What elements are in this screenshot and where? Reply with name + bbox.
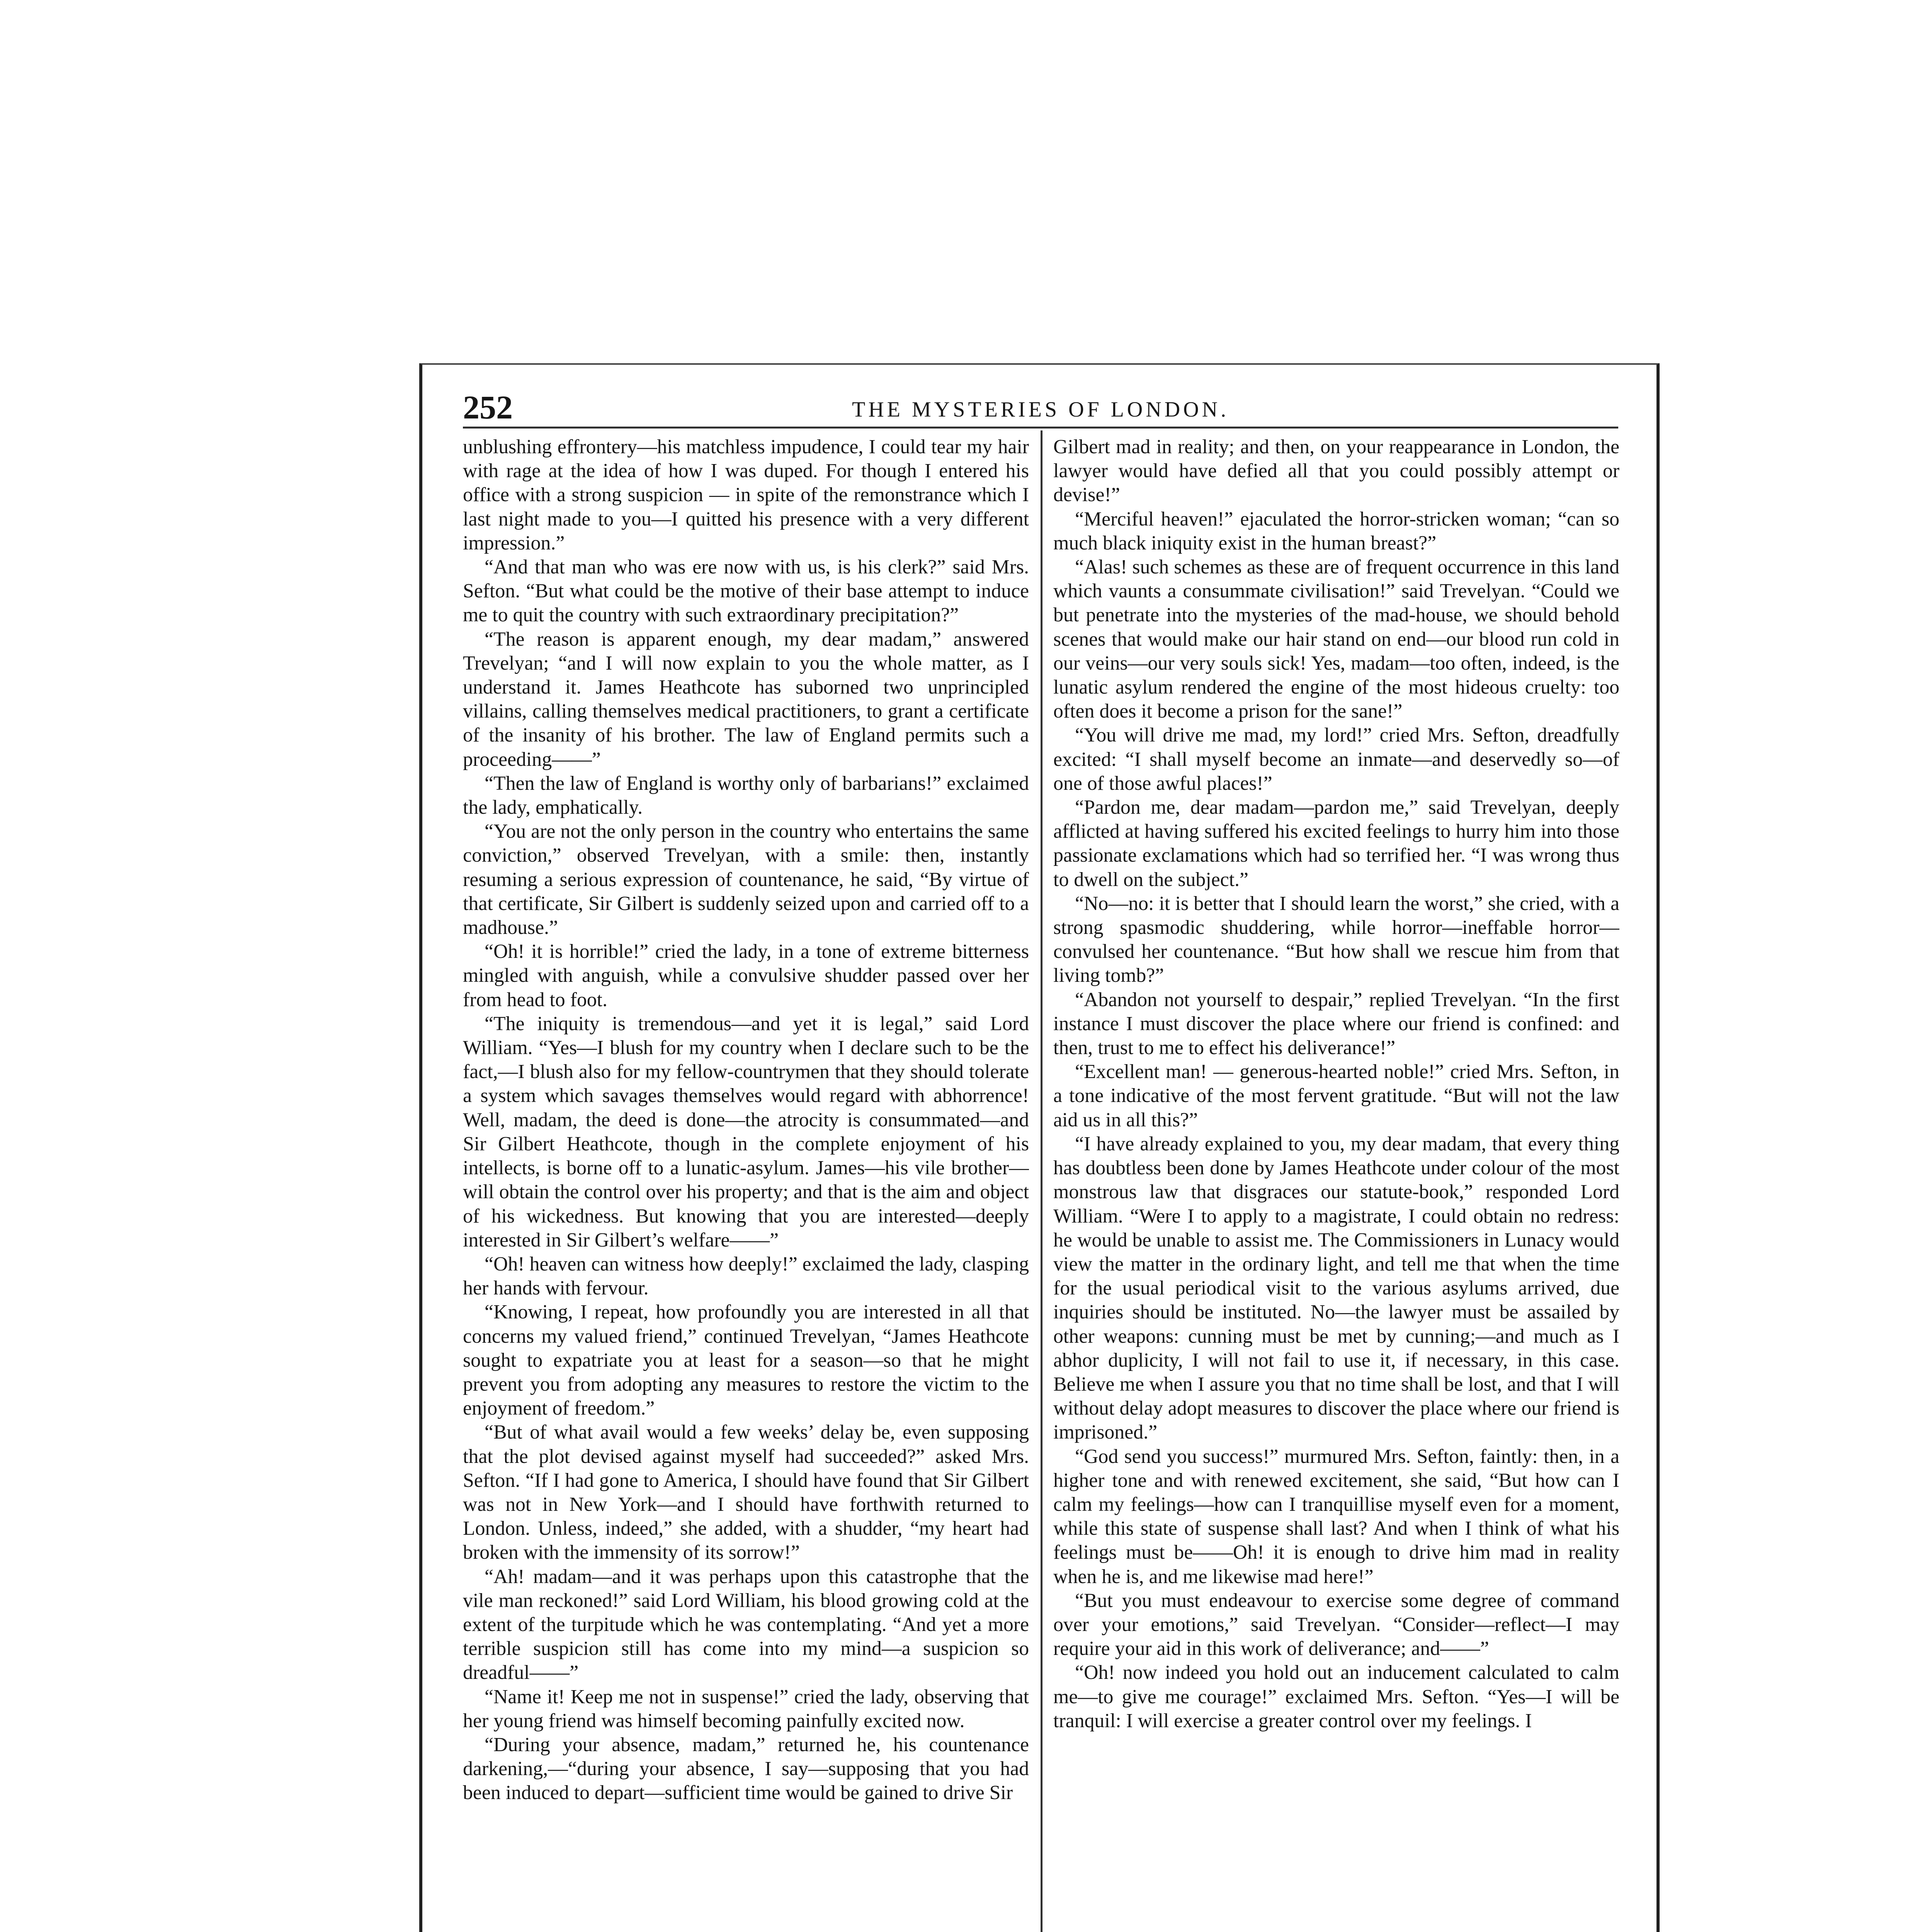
paragraph: “Oh! it is horrible!” cried the lady, in a tone of extreme bitterness mingled with anguish, while a convulsive shudder passed over her from head to foot. — [463, 940, 1029, 1011]
paragraph: Gilbert mad in reality; and then, on your reappearance in London, the lawyer would have defied all that you could possibly attempt or devise!” — [1053, 436, 1619, 506]
paragraph: “But you must endeavour to exercise some degree of command over your emotions,” said Trevelyan. “Consider—reflect—I may require your aid in this work of deliverance; and——” — [1053, 1589, 1619, 1660]
paragraph: “And that man who was ere now with us, is his clerk?” said Mrs. Sefton. “But what could be the motive of their base attempt to induce me to quit the country with such extraordinary precipitation?” — [463, 556, 1029, 626]
running-head: THE MYSTERIES OF LONDON. — [852, 398, 1229, 422]
paragraph: “Pardon me, dear madam—pardon me,” said Trevelyan, deeply afflicted at having suffered his excited feelings to hurry him into those passionate exclamations which had so terrified her. “I was wrong thus to dwell on the subject.” — [1053, 796, 1619, 891]
paragraph: “Knowing, I repeat, how profoundly you are interested in all that concerns my valued friend,” continued Trevelyan, “James Heathcote sought to expatriate you at least for a season—so that he might prevent you from adopting any measures to restore the victim to the enjoyment of freedom.” — [463, 1301, 1029, 1420]
paragraph: “God send you success!” murmured Mrs. Sefton, faintly: then, in a higher tone and with renewed excitement, she said, “But how can I calm my feelings—how can I tranquillise myself even for a moment, while this state of suspense shall last? And when I think of what his feelings must be——Oh! it is enough to drive him mad in reality when he is, and me likewise mad here!” — [1053, 1445, 1619, 1588]
paragraph: “Merciful heaven!” ejaculated the horror-stricken woman; “can so much black iniquity exist in the human breast?” — [1053, 508, 1619, 554]
paragraph: “Oh! now indeed you hold out an inducement calculated to calm me—to give me courage!” exclaimed Mrs. Sefton. “Yes—I will be tranquil: I will exercise a greater control over my feelings. I — [1053, 1662, 1619, 1732]
paragraph: unblushing effrontery—his matchless impudence, I could tear my hair with rage at the idea of how I was duped. For though I entered his office with a strong suspicion — in spite of the remonstrance which I last night made to you—I quitted his presence with a very different impression.” — [463, 436, 1029, 554]
paragraph: “Name it! Keep me not in suspense!” cried the lady, observing that her young friend was himself becoming painfully excited now. — [463, 1685, 1029, 1732]
column-divider — [1041, 430, 1043, 1932]
paragraph: “The iniquity is tremendous—and yet it is legal,” said Lord William. “Yes—I blush for my country when I declare such to be the fact,—I blush also for my fellow-countrymen that they should tolerate a system which savages themselves would regard with abhorrence! Well, madam, the deed is done—the atrocity is consummated—and Sir Gilbert Heathcote, though in the complete enjoyment of his intellects, is borne off to a lunatic-asylum. James—his vile brother—will obtain the control over his property; and that is the aim and object of his wickedness. But knowing that you are interested—deeply interested in Sir Gilbert’s welfare——” — [463, 1012, 1029, 1251]
paragraph: “Oh! heaven can witness how deeply!” exclaimed the lady, clasping her hands with fervour. — [463, 1253, 1029, 1299]
paragraph: “Ah! madam—and it was perhaps upon this catastrophe that the vile man reckoned!” said Lord William, his blood growing cold at the extent of the turpitude which he was contemplating. “And yet a more terrible suspicion still has come into my mind—a suspicion so dreadful——” — [463, 1565, 1029, 1684]
page-header — [463, 388, 1618, 430]
paragraph: “You are not the only person in the country who entertains the same conviction,” observed Trevelyan, with a smile: then, instantly resuming a serious expression of countenance, he said, “By virtue of that certificate, Sir Gilbert is suddenly seized upon and carried off to a madhouse.” — [463, 820, 1029, 939]
paragraph: “Then the law of England is worthy only of barbarians!” exclaimed the lady, emphatically. — [463, 772, 1029, 819]
right-column — [1053, 435, 1619, 1932]
page-number: 252 — [463, 389, 513, 426]
header-rule — [463, 427, 1618, 429]
paragraph: “Abandon not yourself to despair,” replied Trevelyan. “In the first instance I must discover the place where our friend is confined: and then, trust to me to effect his deliverance!” — [1053, 988, 1619, 1059]
paragraph: “No—no: it is better that I should learn the worst,” she cried, with a strong spasmodic shuddering, while horror—ineffable horror—convulsed her countenance. “But how shall we rescue him from that living tomb?” — [1053, 892, 1619, 987]
paragraph: “The reason is apparent enough, my dear madam,” answered Trevelyan; “and I will now explain to you the whole matter, as I understand it. James Heathcote has suborned two unprincipled villains, calling themselves medical practitioners, to grant a certificate of the insanity of his brother. The law of England permits such a proceeding——” — [463, 628, 1029, 770]
paragraph: “You will drive me mad, my lord!” cried Mrs. Sefton, dreadfully excited: “I shall myself become an inmate—and deservedly so—of one of those awful places!” — [1053, 724, 1619, 794]
book-page — [419, 363, 1660, 1932]
paragraph: “Excellent man! — generous-hearted noble!” cried Mrs. Sefton, in a tone indicative of the most fervent gratitude. “But will not the law aid us in all this?” — [1053, 1061, 1619, 1131]
paragraph: “But of what avail would a few weeks’ delay be, even supposing that the plot devised against myself had succeeded?” asked Mrs. Sefton. “If I had gone to America, I should have found that Sir Gilbert was not in New York—and I should have forthwith returned to London. Unless, indeed,” she added, with a shudder, “my heart had broken with the immensity of its sorrow!” — [463, 1421, 1029, 1564]
paragraph: “During your absence, madam,” returned he, his countenance darkening,—“during your absence, I say—supposing that you had been induced to depart—sufficient time would be gained to drive Sir — [463, 1733, 1029, 1804]
paragraph: “I have already explained to you, my dear madam, that every thing has doubtless been done by James Heathcote under colour of the most monstrous law that disgraces our statute-book,” responded Lord William. “Were I to apply to a magistrate, I could obtain no redress: he would be unable to assist me. The Commissioners in Lunacy would view the matter in the ordinary light, and tell me that when the time for the usual periodical visit to the various asylums arrived, due inquiries should be instituted. No—the lawyer must be assailed by other weapons: cunning must be met by cunning;—and much as I abhor duplicity, I will not fail to use it, if necessary, in this case. Believe me when I assure you that no time shall be lost, and that I will without delay adopt measures to discover the place where our friend is imprisoned.” — [1053, 1133, 1619, 1444]
paragraph: “Alas! such schemes as these are of frequent occurrence in this land which vaunts a consummate civilisation!” said Trevelyan. “Could we but penetrate into the mysteries of the mad-house, we should behold scenes that would make our hair stand on end—our blood run cold in our veins—our very souls sick! Yes, madam—too often, indeed, is the lunatic asylum rendered the engine of the most hideous cruelty: too often does it become a prison for the sane!” — [1053, 556, 1619, 723]
left-column — [463, 435, 1029, 1932]
